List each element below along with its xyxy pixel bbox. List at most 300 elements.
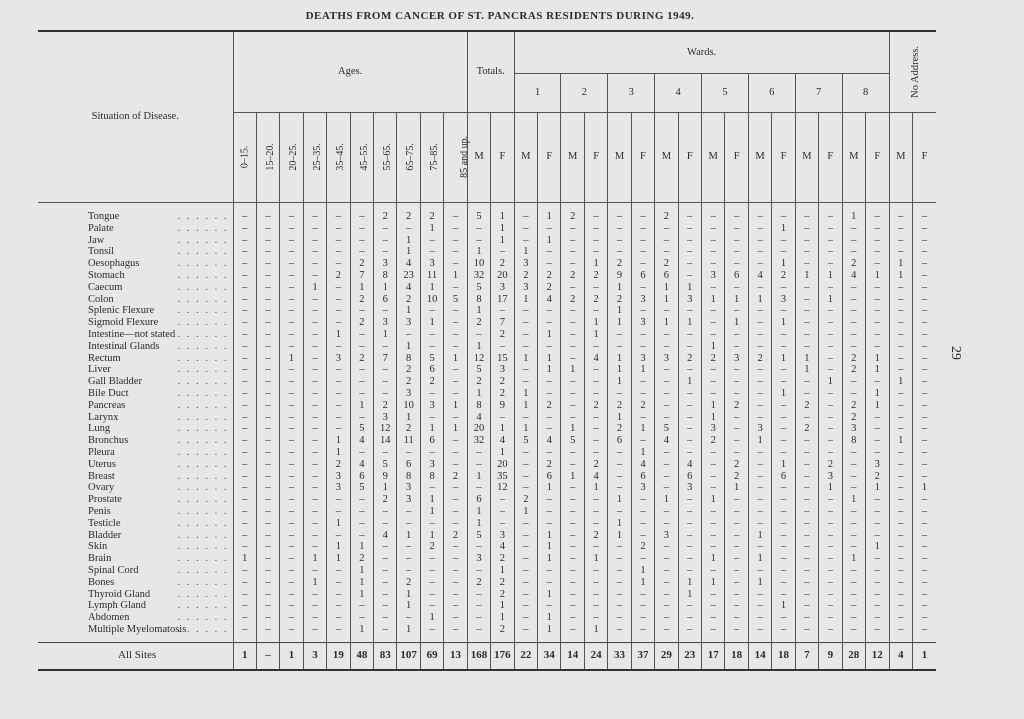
table-cell: – [748,447,771,459]
table-cell: 5 [350,423,373,435]
table-cell: – [256,541,279,553]
table-cell: 6 [678,471,701,483]
table-cell: – [444,459,467,471]
table-cell: – [725,423,748,435]
table-cell: – [865,565,889,577]
table-cell: – [842,541,865,553]
table-cell: 2 [608,258,631,270]
table-cell: – [561,235,584,247]
male-header: M [467,112,490,202]
disease-site-label: Larynx . . . . . . [88,411,229,423]
table-cell: 2 [350,258,373,270]
table-cell: – [374,376,397,388]
table-cell: 3 [420,258,443,270]
table-cell: 4 [397,282,420,294]
table-cell: 1 [420,282,443,294]
table-cell: – [467,482,490,494]
table-cell: – [561,541,584,553]
table-cell: – [467,459,490,471]
table-cell: – [327,589,350,601]
table-cell: – [748,518,771,530]
table-cell: – [865,624,889,642]
table-cell: – [467,447,490,459]
table-cell: – [420,624,443,642]
page-number: 29 [948,346,963,360]
table-cell: – [702,305,725,317]
table-cell: – [397,541,420,553]
disease-site-label: Intestine—not stated . . . . . . [88,328,229,340]
table-cell: – [842,530,865,542]
table-cell: 32 [467,435,490,447]
table-cell: – [631,600,654,612]
table-cell: – [889,235,912,247]
table-cell: – [538,577,561,589]
table-cell: 1 [725,317,748,329]
table-cell: 2 [538,270,561,282]
table-cell: – [303,294,326,306]
ward-header: 4 [655,73,702,112]
table-cell: – [631,530,654,542]
table-cell: 2 [327,270,350,282]
table-cell: – [865,612,889,624]
disease-site-label: Uterus . . . . . . [88,458,229,470]
table-cell: 6 [655,270,678,282]
table-cell: – [725,553,748,565]
male-header: M [608,112,631,202]
table-cell: 2 [491,376,514,388]
table-cell: – [561,305,584,317]
table-cell: – [233,270,256,282]
table-cell: – [725,565,748,577]
disease-site-label: Intestinal Glands . . . . . . [88,340,229,352]
table-cell: – [819,317,842,329]
table-cell: – [655,246,678,258]
table-cell: – [655,329,678,341]
table-cell: 1 [889,270,912,282]
table-cell: – [913,305,936,317]
table-cell: 2 [842,258,865,270]
disease-site-label: Jaw . . . . . . [88,234,229,246]
table-cell: – [819,423,842,435]
table-cell: – [865,447,889,459]
table-cell: 1 [514,423,537,435]
table-cell: 9 [819,642,842,670]
disease-site-label: Multiple Myelomatosis . . . . . . [88,623,229,635]
ward-header: 1 [514,73,561,112]
table-cell: 1 [514,506,537,518]
table-cell: 6 [725,270,748,282]
table-cell: – [748,506,771,518]
table-cell: – [725,494,748,506]
table-cell: – [280,447,303,459]
table-cell: 2 [561,294,584,306]
table-cell: 1 [702,577,725,589]
table-cell: 2 [608,423,631,435]
table-cell: 28 [842,642,865,670]
table-cell: 8 [420,471,443,483]
table-cell: 29 [655,642,678,670]
table-cell: – [561,317,584,329]
table-cell: 2 [467,376,490,388]
table-cell: – [444,435,467,447]
table-cell: – [514,459,537,471]
table-cell: – [865,518,889,530]
table-cell: – [584,435,607,447]
table-cell: – [420,329,443,341]
table-row [38,246,936,258]
table-cell: – [514,624,537,642]
table-cell: 1 [327,447,350,459]
disease-site-label: Skin . . . . . . [88,541,229,553]
table-cell: – [748,317,771,329]
table-cell: – [256,494,279,506]
table-cell: 3 [678,294,701,306]
table-cell: 1 [608,364,631,376]
table-cell: 1 [795,364,818,376]
table-cell: – [280,624,303,642]
table-cell: – [444,600,467,612]
table-cell: – [889,541,912,553]
table-cell: – [889,294,912,306]
table-cell: – [514,530,537,542]
table-cell: 1 [678,282,701,294]
table-cell: 1 [397,305,420,317]
table-cell: – [842,506,865,518]
table-cell: – [256,294,279,306]
table-cell: – [795,494,818,506]
table-row [38,494,936,506]
table-cell: – [584,203,607,223]
table-cell: 1 [327,518,350,530]
table-cell: 1 [280,642,303,670]
table-cell: 6 [772,471,795,483]
table-cell: 2 [397,577,420,589]
table-cell: 1 [819,482,842,494]
table-cell: – [725,530,748,542]
table-cell: – [280,317,303,329]
table-cell: 1 [772,353,795,365]
table-cell: – [561,412,584,424]
table-cell: – [303,435,326,447]
table-cell: 2 [491,577,514,589]
table-cell: – [374,624,397,642]
table-cell: – [538,223,561,235]
table-row [38,353,936,365]
table-cell: – [631,624,654,642]
table-cell: 2 [420,376,443,388]
table-cell: 3 [467,553,490,565]
table-cell: – [725,412,748,424]
table-cell: – [233,435,256,447]
table-cell: 3 [397,482,420,494]
table-cell: 18 [725,642,748,670]
table-cell: – [631,494,654,506]
table-cell: – [608,447,631,459]
table-cell: 3 [374,258,397,270]
table-cell: – [819,600,842,612]
table-cell: 1 [514,400,537,412]
table-cell: – [538,246,561,258]
table-cell: – [913,506,936,518]
table-cell: 1 [889,258,912,270]
table-cell: – [748,589,771,601]
table-cell: – [233,235,256,247]
table-cell: – [865,600,889,612]
ward-header: 2 [561,73,608,112]
table-cell: – [444,577,467,589]
table-cell: 2 [631,541,654,553]
table-cell: 1 [514,294,537,306]
table-cell: – [795,235,818,247]
table-cell: – [772,506,795,518]
table-cell: – [444,494,467,506]
table-cell: – [702,329,725,341]
table-cell: – [842,388,865,400]
table-cell: 8 [467,400,490,412]
table-cell: – [233,246,256,258]
table-cell: – [233,530,256,542]
table-cell: – [655,553,678,565]
table-cell: – [233,388,256,400]
table-cell: – [233,364,256,376]
table-cell: – [913,341,936,353]
table-cell: – [608,600,631,612]
female-header: F [913,112,936,202]
table-cell: 1 [538,353,561,365]
table-cell: – [584,246,607,258]
table-cell: – [538,423,561,435]
table-cell: – [538,412,561,424]
table-cell: – [233,482,256,494]
table-cell: 1 [350,624,373,642]
table-cell: – [350,364,373,376]
table-cell: – [678,423,701,435]
table-cell: 1 [538,589,561,601]
table-cell: 1 [514,353,537,365]
table-cell: – [327,246,350,258]
table-cell: – [889,341,912,353]
table-cell: – [538,341,561,353]
disease-site-label: Ovary . . . . . . [88,482,229,494]
table-cell: 1 [397,412,420,424]
table-cell: – [256,423,279,435]
table-row [38,530,936,542]
table-cell: – [280,235,303,247]
table-cell: – [842,565,865,577]
table-cell: – [327,494,350,506]
table-cell: 2 [420,203,443,223]
table-cell: – [303,518,326,530]
table-cell: – [327,577,350,589]
table-cell: – [725,341,748,353]
table-cell: – [397,506,420,518]
table-cell: – [374,447,397,459]
female-header: F [631,112,654,202]
table-cell: – [725,447,748,459]
table-cell: – [491,506,514,518]
table-cell: – [561,258,584,270]
table-cell: 1 [608,282,631,294]
table-cell: – [678,329,701,341]
table-cell: – [444,612,467,624]
table-cell: – [748,258,771,270]
table-cell: – [584,223,607,235]
table-cell: – [889,530,912,542]
table-cell: 1 [772,223,795,235]
table-cell: – [725,589,748,601]
table-cell: 2 [350,317,373,329]
ages-header: Ages. [233,31,467,112]
table-cell: 1 [631,364,654,376]
table-cell: – [608,235,631,247]
table-cell: 176 [491,642,514,670]
table-cell: – [420,553,443,565]
table-cell: – [303,612,326,624]
disease-site-label: Colon . . . . . . [88,293,229,305]
table-cell: – [256,530,279,542]
table-cell: 1 [865,541,889,553]
table-cell: – [233,423,256,435]
ward-header: 8 [842,73,889,112]
table-cell: – [795,471,818,483]
table-cell: – [420,246,443,258]
table-cell: – [514,553,537,565]
table-cell: – [795,482,818,494]
table-cell: – [327,530,350,542]
table-cell: – [327,612,350,624]
table-cell: – [280,553,303,565]
table-cell: 1 [327,553,350,565]
table-cell: – [256,329,279,341]
table-cell: 5 [467,282,490,294]
table-cell: 1 [748,530,771,542]
table-cell: 2 [561,270,584,282]
table-cell: – [514,565,537,577]
table-cell: – [819,624,842,642]
table-cell: – [256,459,279,471]
table-cell: – [584,612,607,624]
table-cell: 2 [865,471,889,483]
table-cell: – [280,459,303,471]
female-header: F [538,112,561,202]
table-cell: – [889,305,912,317]
table-cell: 1 [608,376,631,388]
table-cell: 2 [608,294,631,306]
table-cell: 18 [772,642,795,670]
table-cell: – [913,329,936,341]
table-cell: 2 [350,553,373,565]
table-row [38,203,936,223]
table-cell: – [420,412,443,424]
table-cell: – [444,203,467,223]
table-cell: – [725,329,748,341]
table-cell: – [561,341,584,353]
table-cell: – [865,577,889,589]
table-cell: 1 [467,518,490,530]
table-cell: – [374,612,397,624]
table-cell: – [327,203,350,223]
table-cell: – [420,447,443,459]
table-cell: – [819,203,842,223]
table-cell: – [280,294,303,306]
table-cell: – [865,494,889,506]
table-cell: – [303,447,326,459]
table-cell: 2 [420,541,443,553]
table-cell: – [280,400,303,412]
table-cell: – [795,305,818,317]
table-cell: – [280,305,303,317]
table-cell: 1 [702,494,725,506]
table-cell: – [772,412,795,424]
table-cell: 5 [655,423,678,435]
table-row [38,600,936,612]
table-cell: – [702,282,725,294]
table-cell: – [655,447,678,459]
table-cell: – [702,388,725,400]
table-cell: – [772,235,795,247]
table-cell: 23 [397,270,420,282]
table-cell: – [608,482,631,494]
table-cell: – [256,305,279,317]
ward-header: 7 [795,73,842,112]
table-cell: 3 [655,353,678,365]
table-cell: – [655,400,678,412]
table-row [38,624,936,642]
table-cell: – [631,258,654,270]
table-cell: – [467,329,490,341]
table-cell: 4 [655,435,678,447]
table-cell: 2 [397,203,420,223]
table-cell: – [842,447,865,459]
table-cell: – [350,447,373,459]
table-cell: – [913,294,936,306]
table-cell: – [514,518,537,530]
table-cell: – [678,447,701,459]
table-cell: 1 [655,317,678,329]
table-cell: – [280,565,303,577]
table-cell: – [374,577,397,589]
table-cell: 3 [702,423,725,435]
table-cell: – [491,518,514,530]
table-cell: 1 [772,258,795,270]
table-cell: – [842,471,865,483]
table-cell: 1 [702,412,725,424]
table-cell: 2 [655,258,678,270]
table-row [38,541,936,553]
table-cell: – [865,258,889,270]
table-cell: – [350,235,373,247]
age-group-header: 55–65. [374,112,397,202]
table-cell: 3 [397,494,420,506]
table-cell: – [608,341,631,353]
table-cell: – [303,459,326,471]
table-cell: – [702,482,725,494]
table-cell: – [514,412,537,424]
table-cell: – [420,577,443,589]
table-cell: 3 [327,482,350,494]
table-cell: – [608,612,631,624]
table-cell: 6 [631,471,654,483]
table-cell: – [842,305,865,317]
table-cell: – [795,435,818,447]
female-header: F [584,112,607,202]
table-cell: – [889,223,912,235]
table-cell: – [350,506,373,518]
table-cell: 1 [303,553,326,565]
disease-site-label: Stomach . . . . . . [88,269,229,281]
table-cell: – [913,518,936,530]
table-cell: – [327,506,350,518]
